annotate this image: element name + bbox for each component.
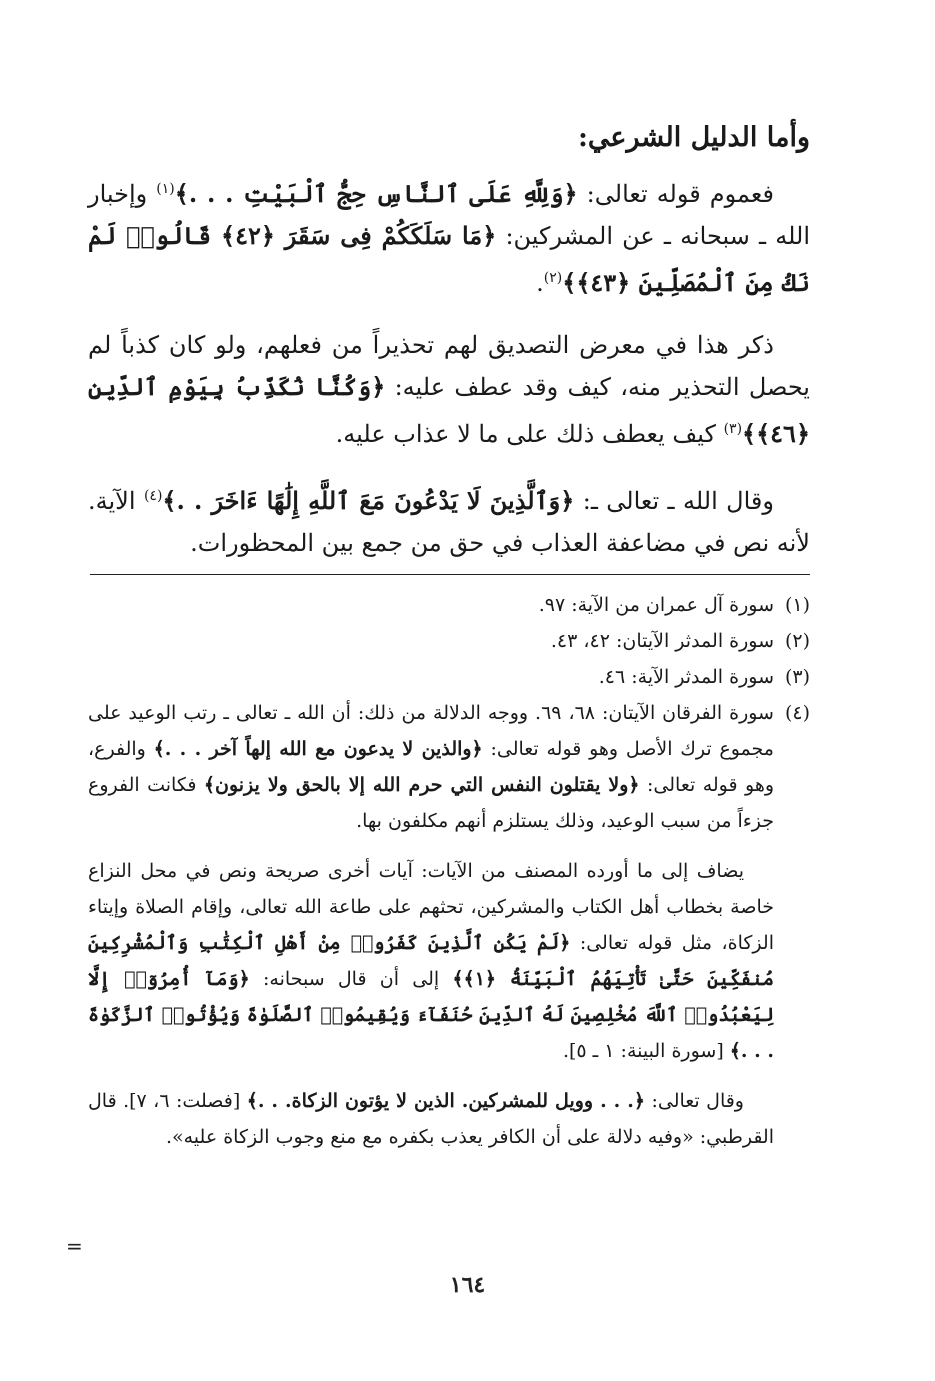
paragraph-2 [88, 324, 810, 455]
footnote-ref: (٤) [143, 488, 163, 504]
footnote-ref: (١) [156, 181, 175, 197]
quran-quote: ﴿. . . وويل للمشركين. الذين لا يؤتون الزكاة. . .﴾ [246, 1090, 646, 1112]
text: والفرع، وهو قوله تعالى: [88, 738, 775, 796]
quran-verse: ﴿وَكُنَّا نُكَذِّبُ بِيَوْمِ ٱلدِّينِ ﴿٤٦﴾﴾ [88, 372, 810, 448]
footnote-number: (٣) [784, 666, 810, 688]
text: وقال الله ـ تعالى ـ: [582, 487, 774, 515]
footnote-text [88, 695, 774, 839]
text: . [536, 269, 544, 297]
section-heading: وأما الدليل الشرعي: [577, 122, 810, 153]
footnote-1 [88, 587, 810, 623]
text: سورة الفرقان الآيتان: ٦٨، ٦٩. ووجه الدلالة من ذلك: أن الله ـ تعالى ـ رتب الوعيد على مجموع ترك الأصل وهو قوله تعالى: [88, 702, 774, 760]
text: وإخبار الله ـ سبحانه ـ عن المشركين: [88, 180, 811, 250]
footnote-2 [88, 623, 810, 659]
text: [فصلت: ٦، ٧]. قال القرطبي: «وفيه دلالة على أن الكافر يعذب بكفره مع منع وجوب الزكاة عليه». [88, 1090, 774, 1148]
footnote-number: (٤) [784, 702, 810, 724]
quran-quote: ﴿ولا يقتلون النفس التي حرم الله إلا بالحق ولا يزنون﴾ [203, 774, 640, 796]
text: كيف يعطف ذلك على ما لا عذاب عليه. [335, 420, 716, 448]
footnote-text: سورة آل عمران من الآية: ٩٧. [538, 594, 774, 616]
quran-verse: ﴿مَا سَلَكَكُمْ فِى سَقَرَ ﴿٤٢﴾ قَالُوا۟ لَمْ نَكُ مِنَ ٱلْمُصَلِّينَ ﴿٤٣﴾﴾ [88, 221, 810, 297]
footnote-divider [90, 574, 810, 575]
footnote-ref: (٢) [543, 270, 563, 286]
text: يضاف إلى ما أورده المصنف من الآيات: آيات أخرى صريحة ونص في محل النزاع خاصة بخطاب أهل الكتاب والمشركين، تحثهم على طاعة الله تعالى، وإقام الصلاة وإيتاء الزكاة، مثل قوله تعالى: [88, 860, 774, 954]
text: [سورة البينة: ١ ـ ٥]. [562, 1040, 724, 1062]
footnote-4 [88, 695, 810, 839]
text: الآية. لأنه نص في مضاعفة العذاب في حق من جمع بين المحظورات. [88, 487, 810, 557]
continuation-mark: = [66, 1234, 83, 1258]
quran-quote: ﴿والذين لا يدعون مع الله إلهاً آخر . . .﴾ [153, 738, 483, 760]
quran-verse: ﴿وَٱلَّذِينَ لَا يَدْعُونَ مَعَ ٱللَّهِ إِلَٰهًا ءَاخَرَ . .﴾ [162, 486, 575, 515]
footnote-number: (١) [784, 594, 810, 616]
footnote-text: سورة المدثر الآية: ٤٦. [598, 666, 774, 688]
footnote-ref: (٣) [723, 421, 743, 437]
paragraph-1 [88, 168, 810, 304]
page-body [88, 118, 810, 1155]
text: وقال تعالى: [651, 1090, 744, 1112]
text: ذكر هذا في معرض التصديق لهم تحذيراً من فعلهم، ولو كان كذباً لم يحصل التحذير منه، كيف وقد عطف عليه: [88, 331, 810, 401]
quran-verse: ﴿وَلِلَّهِ عَلَى ٱلنَّاسِ حِجُّ ٱلْبَيْتِ . . .﴾ [174, 179, 578, 208]
quran-verse: ﴿وَمَآ أُمِرُوٓا۟ إِلَّا لِيَعْبُدُوا۟ ٱللَّهَ مُخْلِصِينَ لَهُ ٱلدِّينَ حُنَفَآءَ وَيُقِيمُوا۟ ٱلصَّلَوٰةَ وَيُؤْتُوا۟ ٱلزَّكَوٰةَ . . .﴾ [88, 968, 774, 1062]
paragraph-3 [88, 475, 810, 564]
footnote-4-paragraph-3 [88, 1083, 774, 1155]
footnote-text: سورة المدثر الآيتان: ٤٢، ٤٣. [550, 630, 774, 652]
quran-verse: ﴿لَمْ يَكُنِ ٱلَّذِينَ كَفَرُوا۟ مِنْ أَهْلِ ٱلْكِتَٰبِ وَٱلْمُشْرِكِينَ مُنفَكِّينَ حَتَّىٰ تَأْتِيَهُمُ ٱلْبَيِّنَةُ ﴿١﴾﴾ [88, 932, 774, 990]
text: إلى أن قال سبحانه: [263, 968, 440, 990]
text: فعموم قوله تعالى: [586, 180, 774, 208]
footnote-4-paragraph-2 [88, 853, 774, 1069]
footnote-3 [88, 659, 810, 695]
page-number: ١٦٤ [449, 1272, 486, 1298]
footnote-number: (٢) [784, 630, 810, 652]
text: فكانت الفروع جزءاً من سبب الوعيد، وذلك يستلزم أنهم مكلفون بها. [88, 774, 774, 832]
